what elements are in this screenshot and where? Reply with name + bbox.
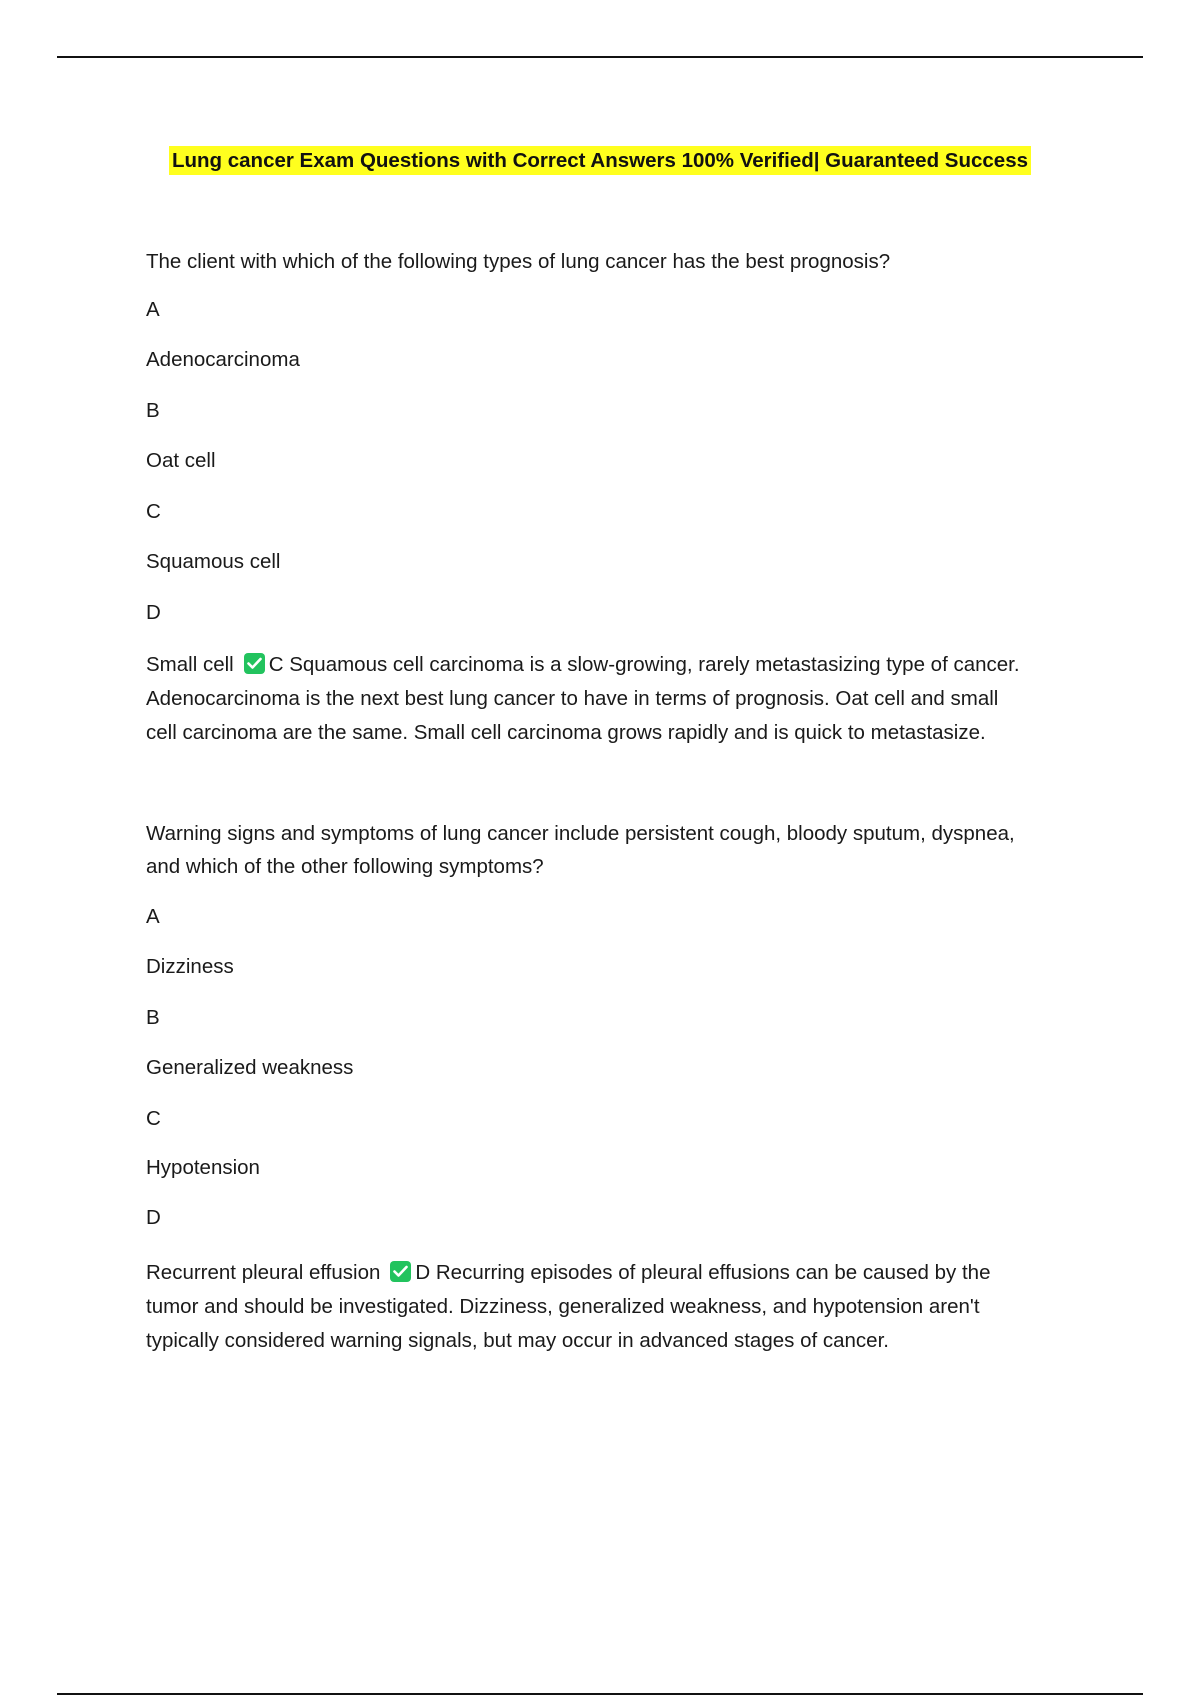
footer-rule (57, 1693, 1143, 1695)
q2-answer-line-1 (146, 1256, 991, 1290)
q2-option-a-text: Dizziness (146, 955, 234, 978)
title-container (0, 146, 1200, 175)
q2-option-c-letter: C (146, 1107, 161, 1130)
q2-answer-line-3: typically considered warning signals, but may occur in advanced stages of cancer. (146, 1329, 889, 1352)
q1-option-a-text: Adenocarcinoma (146, 348, 300, 371)
q1-option-b-letter: B (146, 399, 160, 422)
q1-answer-text: C Squamous cell carcinoma is a slow-growing, rarely metastasizing type of cancer. (268, 653, 1020, 676)
q1-option-d-text: Small cell (146, 653, 234, 676)
q2-option-a-letter: A (146, 905, 160, 928)
q2-option-c-text: Hypotension (146, 1156, 260, 1179)
q2-option-b-text: Generalized weakness (146, 1056, 354, 1079)
q1-answer-line-2: Adenocarcinoma is the next best lung cancer to have in terms of prognosis. Oat cell and small (146, 687, 999, 710)
q2-answer-text: D Recurring episodes of pleural effusions can be caused by the (415, 1261, 991, 1284)
question-2-line-1: Warning signs and symptoms of lung cancer include persistent cough, bloody sputum, dyspnea, (146, 822, 1015, 845)
q2-option-b-letter: B (146, 1006, 160, 1029)
q1-option-a-letter: A (146, 298, 160, 321)
q1-option-d-letter: D (146, 601, 161, 624)
q1-option-c-text: Squamous cell (146, 550, 281, 573)
q2-answer-line-2: tumor and should be investigated. Dizziness, generalized weakness, and hypotension aren't (146, 1295, 980, 1318)
check-mark-icon (390, 1261, 411, 1282)
q1-answer-line-3: cell carcinoma are the same. Small cell carcinoma grows rapidly and is quick to metastasize. (146, 721, 986, 744)
q1-option-c-letter: C (146, 500, 161, 523)
q1-option-b-text: Oat cell (146, 449, 216, 472)
page-title: Lung cancer Exam Questions with Correct Answers 100% Verified| Guaranteed Success (169, 146, 1031, 175)
q2-option-d-text: Recurrent pleural effusion (146, 1261, 381, 1284)
question-1-text: The client with which of the following types of lung cancer has the best prognosis? (146, 250, 891, 273)
q1-answer-line-1 (146, 648, 1020, 682)
q2-option-d-letter: D (146, 1206, 161, 1229)
check-mark-icon (244, 653, 265, 674)
header-rule (57, 56, 1143, 58)
question-2-line-2: and which of the other following symptoms? (146, 855, 544, 878)
